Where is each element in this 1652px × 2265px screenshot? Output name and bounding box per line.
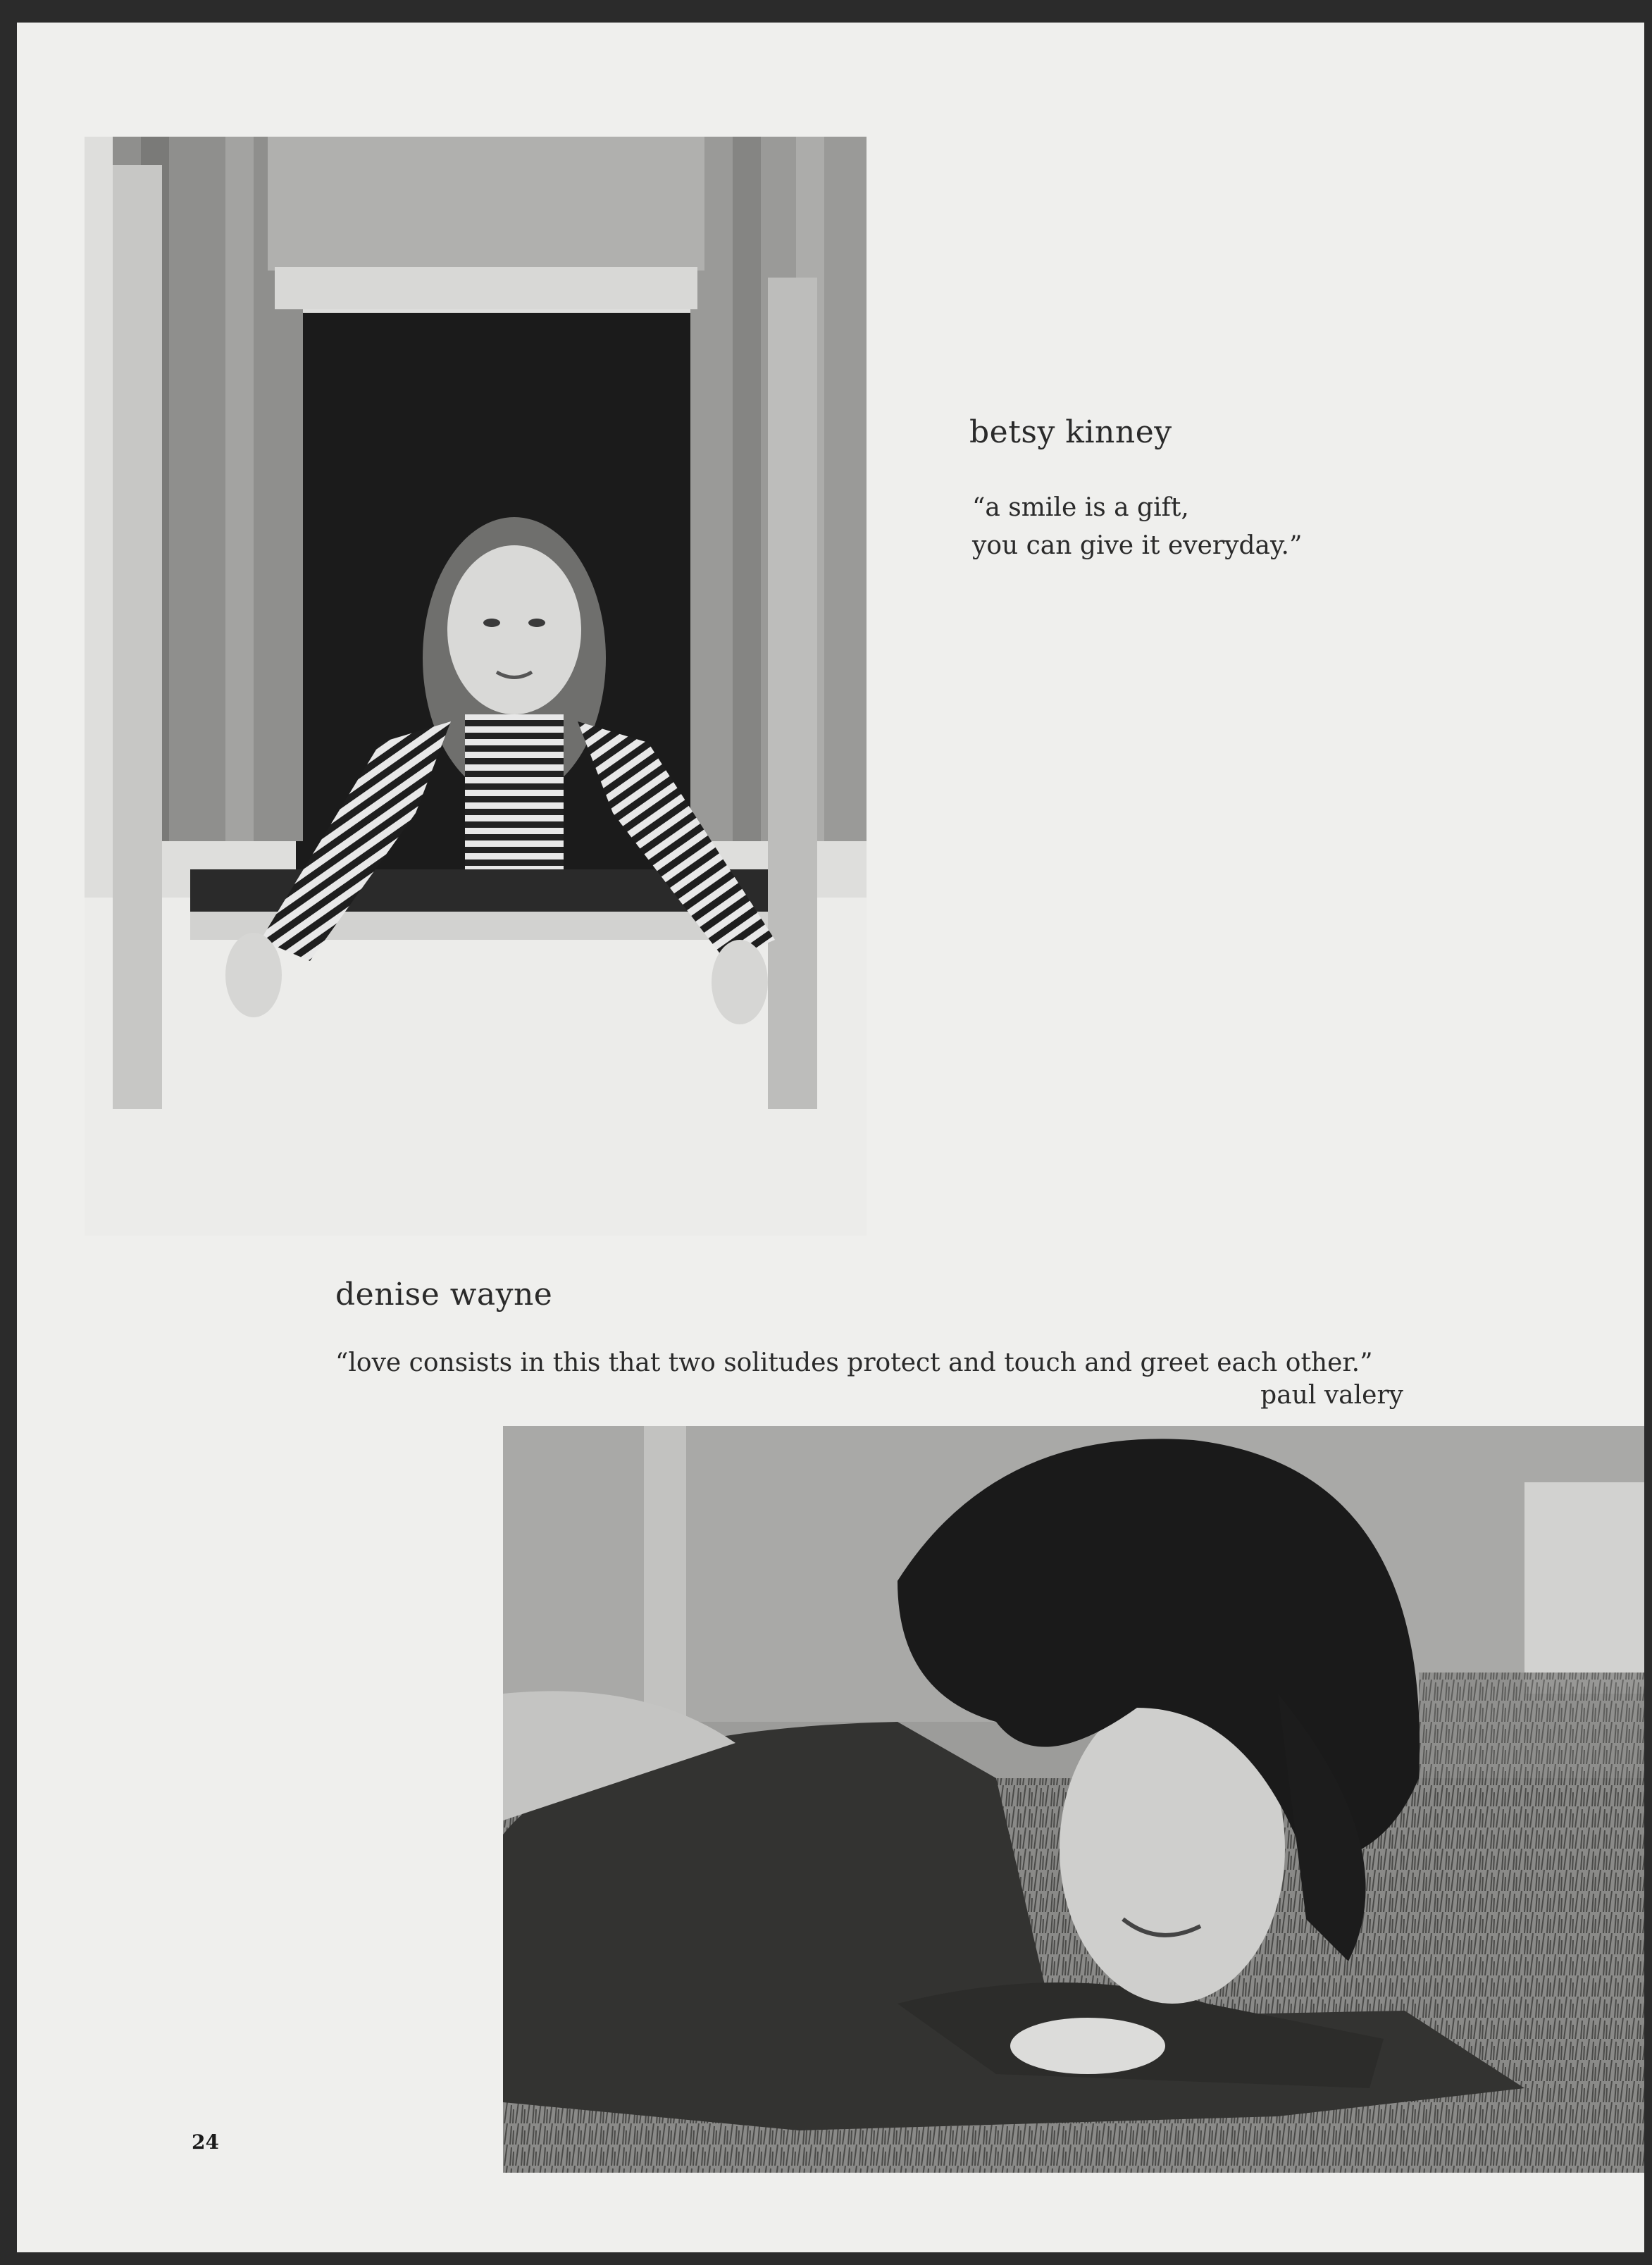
yearbook-page — [17, 23, 1644, 2252]
student-name-betsy: betsy kinney — [969, 414, 1172, 450]
student-name-denise: denise wayne — [335, 1277, 553, 1313]
quote-line-1: “a smile is a gift, — [972, 493, 1189, 522]
quote-line-2: you can give it everyday.” — [972, 531, 1303, 560]
window-portrait-photo — [85, 137, 867, 1236]
student-quote-denise: “love consists in this that two solitudes protect and touch and greet each other.” — [335, 1348, 1373, 1377]
quote-attribution: paul valery — [1260, 1381, 1403, 1410]
grass-portrait-photo — [503, 1426, 1644, 2173]
page-number: 24 — [192, 2130, 219, 2154]
student-quote-betsy — [972, 489, 1302, 565]
